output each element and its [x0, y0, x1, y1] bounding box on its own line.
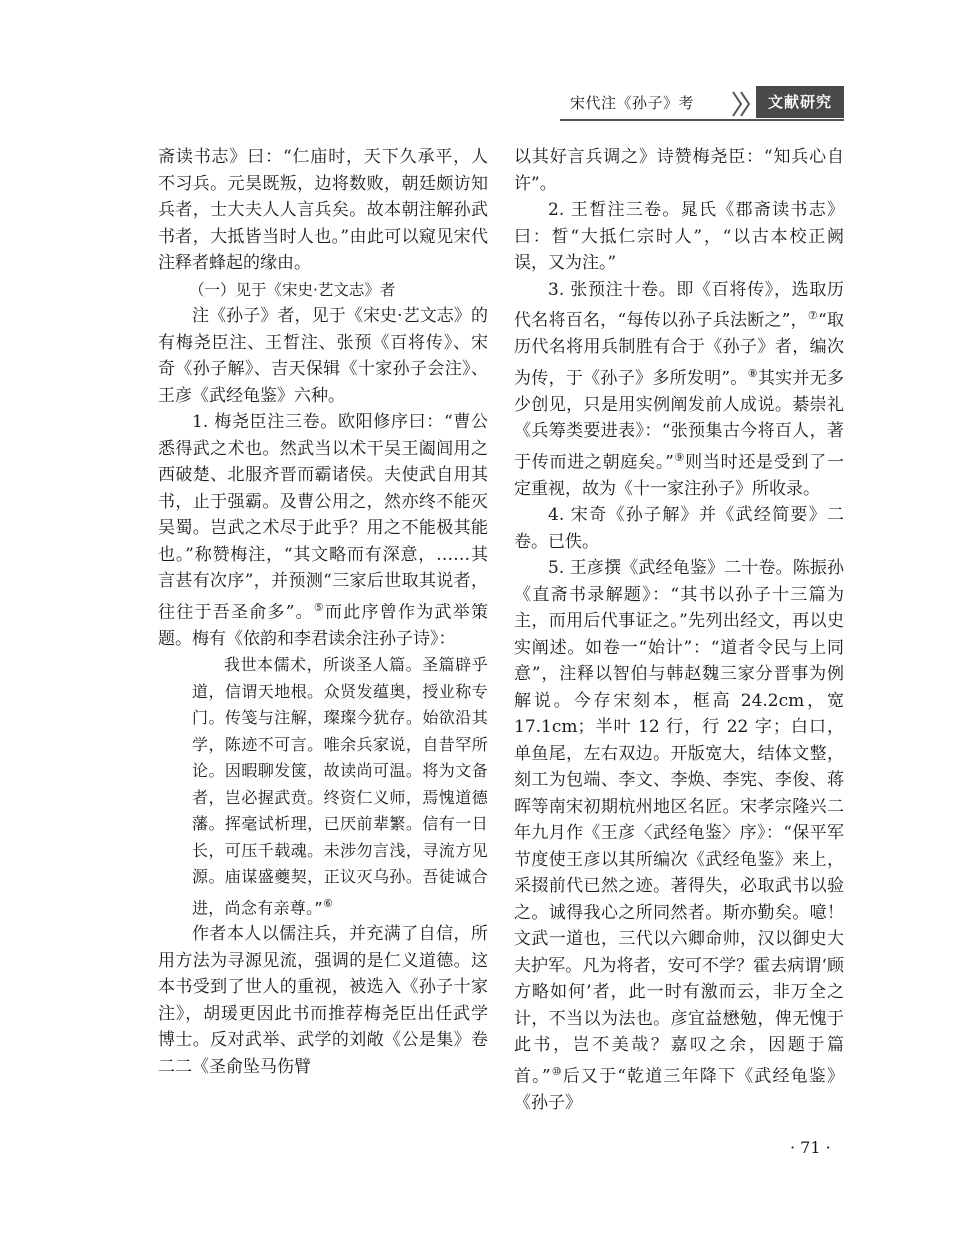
footnote-ref: ⑩ — [550, 1064, 563, 1078]
double-chevron-icon — [730, 90, 756, 118]
page-number: · 71 · — [790, 1138, 831, 1157]
footnote-ref: ⑤ — [313, 600, 326, 614]
footnote-ref: ⑦ — [807, 309, 819, 322]
paragraph: 作者本人以儒注兵，并充满了自信，所用方法为寻源见流，强调的是仁义道德。这本书受到了世人的重视，被选入《孙子十家注》，胡瑗更因此书而推荐梅尧臣出任武学博士。反对武举、武学的刘敞《公是集》卷二二《圣俞坠马伤臂 — [158, 924, 488, 1077]
poem-quote — [192, 652, 488, 921]
text-run: 1. 梅尧臣注三卷。欧阳修序曰：“曹公悉得武之术也。然武当以术干吴王阖闾用之西破楚、北服齐晋而霸诸侯。夫使武自用其书，止于强霸。及曹公用之，然亦终不能灭吴蜀。岂武之术尽于此乎？用之不能极其能也。”称赞梅注，“其文略而有深意，……其言甚有次序”，并预测“三家后世取其说者，往往于吾圣俞多”。 — [158, 412, 488, 623]
paragraph — [514, 555, 844, 1116]
footnote-ref: ⑧ — [747, 366, 758, 380]
header-rule — [560, 119, 844, 121]
text-run: 我世本儒术，所谈圣人篇。圣篇辟乎道，信谓天地根。众贤发蕴奥，授业称专门。传笺与注解，璨璨今犹存。始欲沿其学，陈迹不可言。唯余兵家说，自昔罕所论。因暇聊发箧，故读尚可温。将为文备者，岂必握武贲。终资仁义师，焉愧道德藩。挥毫试析理，已厌前辈繁。信有一日长，可压千载魂。未涉勿言浅，寻流方见源。庙谋盛夔契，正议灭乌孙。吾徒诚合进，尚念有亲尊。” — [192, 655, 488, 917]
section-label: 文献研究 — [756, 86, 844, 118]
footnote-ref: ⑨ — [673, 450, 686, 464]
running-header — [560, 86, 844, 120]
paragraph: 注《孙子》者，见于《宋史·艺文志》的有梅尧臣注、王晳注、张预《百将传》、宋奇《孙子解》、吉天保辑《十家孙子会注》、王彦《武经龟鉴》六种。 — [158, 306, 488, 406]
footnote-ref: ⑥ — [323, 896, 334, 910]
text-run: 而此序曾作为武举策题。梅有《依韵和李君读余注孙子诗》： — [158, 602, 488, 649]
paragraph — [514, 277, 844, 503]
section-heading: （一）见于《宋史·艺文志》者 — [189, 280, 396, 299]
text-run: 3. 张预注十卷。即《百将传》，选取历代名将百名，“每传以孙子兵法断之”， — [514, 279, 844, 331]
running-title: 宋代注《孙子》考 — [570, 94, 695, 112]
paragraph: 2. 王晳注三卷。晁氏《郡斋读书志》曰：晳“大抵仁宗时人”，“以古本校正阙误，又为注。” — [514, 200, 844, 273]
left-column — [158, 144, 488, 1080]
text-run: “取历代名将用兵制胜有合于《孙子》者，编次为传，于《孙子》多所发明”。 — [514, 310, 844, 389]
text-run: 5. 王彦撰《武经龟鉴》二十卷。陈振孙《直斋书录解题》：“其书以孙子十三篇为主，而用后代事证之。”先列出经文，再以史实阐述。如卷一“始计”：“道者令民与上同意”，注释以智伯与韩赵魏三家分晋事为例解说。今存宋刻本，框高 24.2cm，宽 17.1cm；半叶 12 行，行 22 字；白口，单鱼尾，左右双边。开版宽大，结体文整，刻工为包端、李文、李焕、李宪、李俊、蒋晖等南宋初期杭州地区名匠。宋孝宗隆兴二年九月作《王彦〈武经龟鉴〉序》：“保平军节度使王彦以其所编次《武经龟鉴》来上，采掇前代已然之迹。著得失，必取武书以验之。诚得我心之所同然者。斯亦勤矣。噫！文武一道也，三代以六卿命帅，汉以御史大夫护军。凡为将者，安可不学？霍去病谓‘顾方略如何’者，此一时有激而云，非万全之计，不当以为法也。彦宜益懋勉，俾无愧于此书，岂不美哉？嘉叹之余，因题于篇首。” — [514, 558, 844, 1087]
text-run: 后又于“乾道三年降下《武经龟鉴》《孙子》 — [514, 1066, 844, 1114]
paragraph: 斋读书志》曰：“仁庙时，天下久承平，人不习兵。元昊既叛，边将数败，朝廷颇访知兵者，士大夫人人言兵矣。故本朝注解孙武书者，大抵皆当时人也。”由此可以窥见宋代注释者蜂起的缘由。 — [158, 147, 488, 273]
paragraph: 以其好言兵调之》诗赞梅尧臣：“知兵心自许”。 — [514, 147, 844, 194]
text-run: 其实并无多少创见，只是用实例阐发前人成说。綦崇礼《兵筹类要进表》：“张预集古今将百人，著于传而进之朝庭矣。” — [514, 368, 844, 473]
paragraph: 4. 宋奇《孙子解》并《武经简要》二卷。已佚。 — [514, 505, 844, 552]
right-column — [514, 144, 844, 1117]
text-run: 则当时还是受到了一定重视，故为《十一家注孙子》所收录。 — [514, 452, 844, 499]
paragraph — [158, 409, 488, 652]
